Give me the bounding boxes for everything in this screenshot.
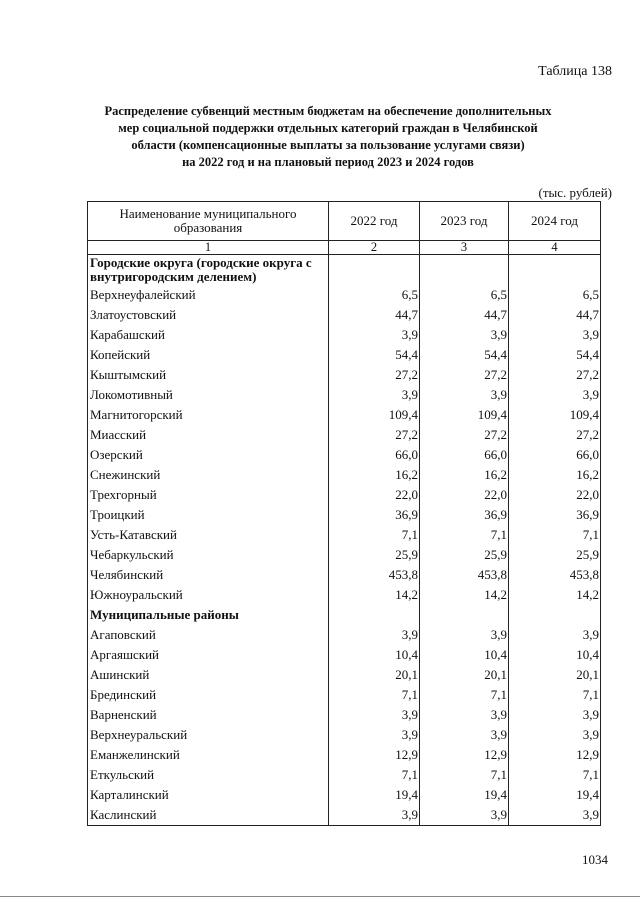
value-2023: 14,2 xyxy=(420,585,509,605)
value-2024: 66,0 xyxy=(509,445,601,465)
table-number: Таблица 138 xyxy=(538,64,612,79)
value-2024: 25,9 xyxy=(509,545,601,565)
value-2024: 3,9 xyxy=(509,385,601,405)
municipality-name: Снежинский xyxy=(88,465,329,485)
value-2024: 27,2 xyxy=(509,425,601,445)
value-2024: 20,1 xyxy=(509,665,601,685)
municipality-name: Озерский xyxy=(88,445,329,465)
value-2023: 7,1 xyxy=(420,685,509,705)
value-2023: 66,0 xyxy=(420,445,509,465)
value-2022: 27,2 xyxy=(329,425,420,445)
table-row xyxy=(88,805,601,826)
value-2022: 12,9 xyxy=(329,745,420,765)
table-row xyxy=(88,505,601,525)
header-2024: 2024 год xyxy=(509,202,601,241)
value-2023: 3,9 xyxy=(420,705,509,725)
value-2024: 14,2 xyxy=(509,585,601,605)
table-row xyxy=(88,325,601,345)
table-row xyxy=(88,565,601,585)
value-2022: 7,1 xyxy=(329,685,420,705)
value-2024: 16,2 xyxy=(509,465,601,485)
table-row xyxy=(88,465,601,485)
table-row xyxy=(88,645,601,665)
table-row xyxy=(88,685,601,705)
empty-cell xyxy=(329,605,420,625)
table-row xyxy=(88,285,601,305)
table-row xyxy=(88,725,601,745)
value-2024: 3,9 xyxy=(509,705,601,725)
municipality-name: Варненский xyxy=(88,705,329,725)
municipality-name: Еткульский xyxy=(88,765,329,785)
table-row xyxy=(88,425,601,445)
municipality-name: Агаповский xyxy=(88,625,329,645)
municipality-name: Златоустовский xyxy=(88,305,329,325)
value-2022: 10,4 xyxy=(329,645,420,665)
section-title: Муниципальные районы xyxy=(88,605,329,625)
municipality-name: Копейский xyxy=(88,345,329,365)
value-2023: 3,9 xyxy=(420,385,509,405)
municipality-name: Брединский xyxy=(88,685,329,705)
value-2023: 25,9 xyxy=(420,545,509,565)
value-2024: 54,4 xyxy=(509,345,601,365)
value-2022: 54,4 xyxy=(329,345,420,365)
table-row xyxy=(88,385,601,405)
column-number: 4 xyxy=(509,241,601,255)
value-2022: 19,4 xyxy=(329,785,420,805)
value-2024: 44,7 xyxy=(509,305,601,325)
value-2024: 10,4 xyxy=(509,645,601,665)
value-2022: 44,7 xyxy=(329,305,420,325)
value-2023: 7,1 xyxy=(420,525,509,545)
municipality-name: Аргаяшский xyxy=(88,645,329,665)
value-2022: 36,9 xyxy=(329,505,420,525)
column-number: 1 xyxy=(88,241,329,255)
municipality-name: Чебаркульский xyxy=(88,545,329,565)
table-row xyxy=(88,745,601,765)
value-2024: 3,9 xyxy=(509,805,601,826)
section-row xyxy=(88,605,601,625)
table-body xyxy=(88,255,601,826)
table-row xyxy=(88,305,601,325)
empty-cell xyxy=(420,605,509,625)
value-2022: 7,1 xyxy=(329,765,420,785)
value-2023: 7,1 xyxy=(420,765,509,785)
municipality-name: Усть-Катавский xyxy=(88,525,329,545)
value-2023: 44,7 xyxy=(420,305,509,325)
value-2024: 12,9 xyxy=(509,745,601,765)
value-2023: 27,2 xyxy=(420,365,509,385)
value-2023: 3,9 xyxy=(420,725,509,745)
section-row xyxy=(88,255,601,286)
column-number: 2 xyxy=(329,241,420,255)
municipality-name: Трехгорный xyxy=(88,485,329,505)
value-2024: 453,8 xyxy=(509,565,601,585)
title-line: Распределение субвенций местным бюджетам на обеспечение дополнительных xyxy=(104,104,552,118)
value-2022: 3,9 xyxy=(329,325,420,345)
value-2023: 453,8 xyxy=(420,565,509,585)
scan-edge-line xyxy=(0,896,640,897)
table-row xyxy=(88,665,601,685)
value-2023: 3,9 xyxy=(420,625,509,645)
header-row xyxy=(88,202,601,241)
table-row xyxy=(88,785,601,805)
table-row xyxy=(88,485,601,505)
value-2023: 3,9 xyxy=(420,325,509,345)
value-2022: 109,4 xyxy=(329,405,420,425)
value-2024: 7,1 xyxy=(509,525,601,545)
empty-cell xyxy=(329,255,420,286)
municipality-name: Ашинский xyxy=(88,665,329,685)
value-2022: 3,9 xyxy=(329,725,420,745)
value-2022: 6,5 xyxy=(329,285,420,305)
value-2024: 36,9 xyxy=(509,505,601,525)
value-2023: 109,4 xyxy=(420,405,509,425)
municipality-name: Южноуральский xyxy=(88,585,329,605)
value-2023: 22,0 xyxy=(420,485,509,505)
value-2022: 14,2 xyxy=(329,585,420,605)
municipality-name: Челябинский xyxy=(88,565,329,585)
table-row xyxy=(88,365,601,385)
value-2023: 54,4 xyxy=(420,345,509,365)
page-number: 1034 xyxy=(582,852,608,867)
empty-cell xyxy=(509,255,601,286)
municipality-name: Верхнеуфалейский xyxy=(88,285,329,305)
value-2022: 66,0 xyxy=(329,445,420,465)
municipality-name: Локомотивный xyxy=(88,385,329,405)
value-2024: 6,5 xyxy=(509,285,601,305)
subvention-table xyxy=(87,201,601,826)
table-row xyxy=(88,525,601,545)
value-2023: 3,9 xyxy=(420,805,509,826)
value-2024: 7,1 xyxy=(509,765,601,785)
value-2024: 3,9 xyxy=(509,325,601,345)
value-2022: 3,9 xyxy=(329,805,420,826)
title-line: мер социальной поддержки отдельных категорий граждан в Челябинской xyxy=(118,121,538,135)
unit-label: (тыс. рублей) xyxy=(538,185,612,200)
value-2023: 19,4 xyxy=(420,785,509,805)
header-name: Наименование муниципального образования xyxy=(88,202,329,241)
value-2024: 22,0 xyxy=(509,485,601,505)
value-2023: 16,2 xyxy=(420,465,509,485)
municipality-name: Еманжелинский xyxy=(88,745,329,765)
table-row xyxy=(88,405,601,425)
header-2022: 2022 год xyxy=(329,202,420,241)
table-row xyxy=(88,445,601,465)
table-row xyxy=(88,625,601,645)
value-2022: 3,9 xyxy=(329,625,420,645)
value-2022: 7,1 xyxy=(329,525,420,545)
title-line: на 2022 год и на плановый период 2023 и 2024 годов xyxy=(182,155,474,169)
table-title xyxy=(78,103,578,171)
municipality-name: Каслинский xyxy=(88,805,329,826)
value-2022: 453,8 xyxy=(329,565,420,585)
section-title: Городские округа (городские округа с внутригородским делением) xyxy=(88,255,329,286)
value-2023: 20,1 xyxy=(420,665,509,685)
column-number: 3 xyxy=(420,241,509,255)
municipality-name: Магнитогорский xyxy=(88,405,329,425)
municipality-name: Карталинский xyxy=(88,785,329,805)
value-2022: 25,9 xyxy=(329,545,420,565)
value-2024: 3,9 xyxy=(509,725,601,745)
title-line: области (компенсационные выплаты за пользование услугами связи) xyxy=(131,138,525,152)
value-2022: 3,9 xyxy=(329,705,420,725)
value-2024: 27,2 xyxy=(509,365,601,385)
municipality-name: Карабашский xyxy=(88,325,329,345)
municipality-name: Кыштымский xyxy=(88,365,329,385)
value-2022: 3,9 xyxy=(329,385,420,405)
empty-cell xyxy=(509,605,601,625)
column-number-row xyxy=(88,241,601,255)
value-2022: 16,2 xyxy=(329,465,420,485)
municipality-name: Троицкий xyxy=(88,505,329,525)
value-2024: 7,1 xyxy=(509,685,601,705)
value-2023: 12,9 xyxy=(420,745,509,765)
value-2024: 109,4 xyxy=(509,405,601,425)
value-2022: 20,1 xyxy=(329,665,420,685)
value-2023: 36,9 xyxy=(420,505,509,525)
value-2022: 22,0 xyxy=(329,485,420,505)
table-row xyxy=(88,585,601,605)
value-2023: 10,4 xyxy=(420,645,509,665)
table-row xyxy=(88,765,601,785)
value-2024: 3,9 xyxy=(509,625,601,645)
municipality-name: Верхнеуральский xyxy=(88,725,329,745)
municipality-name: Миасский xyxy=(88,425,329,445)
table-row xyxy=(88,545,601,565)
header-2023: 2023 год xyxy=(420,202,509,241)
table-row xyxy=(88,705,601,725)
value-2022: 27,2 xyxy=(329,365,420,385)
value-2024: 19,4 xyxy=(509,785,601,805)
table-row xyxy=(88,345,601,365)
value-2023: 27,2 xyxy=(420,425,509,445)
value-2023: 6,5 xyxy=(420,285,509,305)
empty-cell xyxy=(420,255,509,286)
